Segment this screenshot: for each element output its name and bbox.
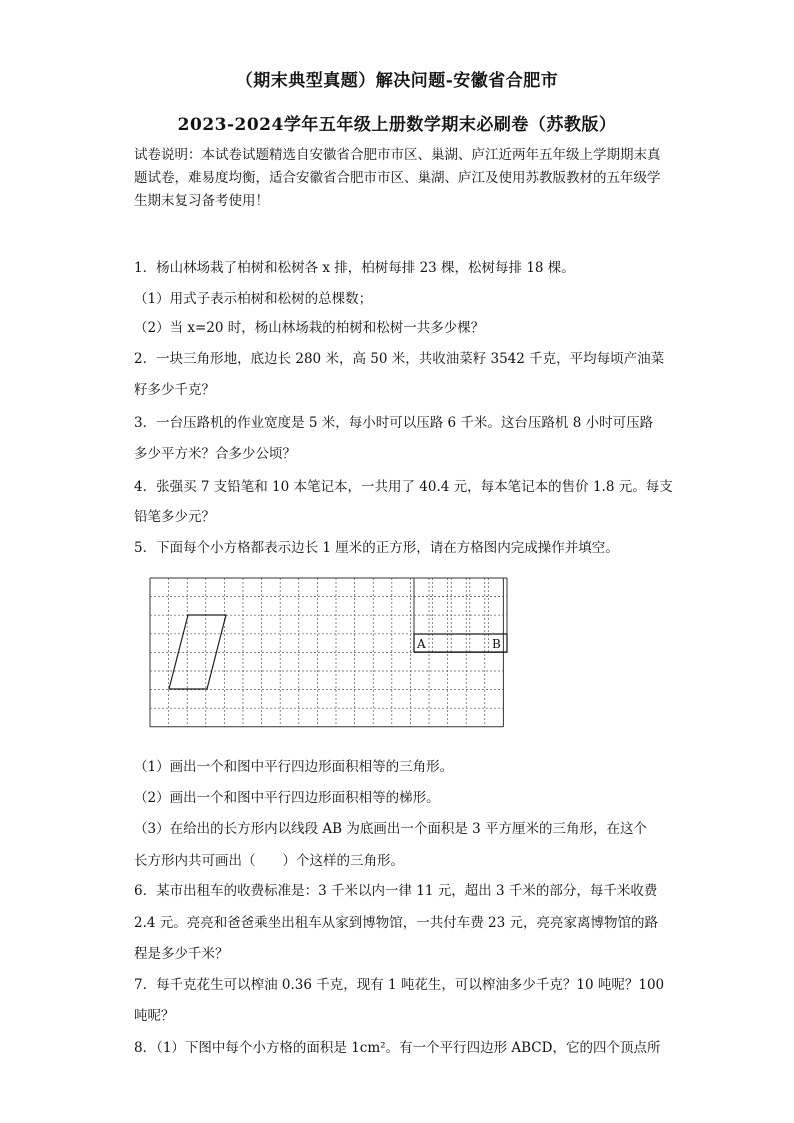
question-1-part-2: （2）当 x=20 时，杨山林场栽的柏树和松树一共多少棵？ (134, 320, 485, 336)
title-line-1: （期末典型真题）解决问题-安徽省合肥市 (235, 71, 559, 91)
question-7-cont: 吨呢？ (134, 1008, 175, 1024)
question-4-cont: 铅笔多少元？ (134, 509, 215, 525)
question-6-cont-2: 程是多少千米？ (134, 946, 229, 962)
question-6: 6．某市出租车的收费标准是：3 千米以内一律 11 元，超出 3 千米的部分，每千米收费 (134, 883, 658, 899)
question-3: 3．一台压路机的作业宽度是 5 米，每小时可以压路 6 千米。这台压路机 8 小时可压路 (134, 415, 654, 431)
title-line-2: 2023-2024学年五年级上册数学期末必刷卷（苏教版） (177, 115, 617, 135)
parallelogram (169, 615, 226, 689)
question-3-cont: 多少平方米？合多少公顷？ (134, 446, 296, 462)
test-instructions: 试卷说明：本试卷试题精选自安徽省合肥市市区、巢湖、庐江近两年五年级上学期期末真题试卷，难易度均衡，适合安徽省合肥市市区、巢湖、庐江及使用苏教版教材的五年级学生期末复习备考使用！ (134, 147, 661, 209)
question-5-part-1: （1）画出一个和图中平行四边形面积相等的三角形。 (134, 759, 454, 775)
question-5-part-2: （2）画出一个和图中平行四边形面积相等的梯形。 (134, 790, 440, 806)
question-7: 7．每千克花生可以榨油 0.36 千克，现有 1 吨花生，可以榨油多少千克？10 吨呢？100 (134, 977, 665, 993)
question-4: 4．张强买 7 支铅笔和 10 本笔记本，一共用了 40.4 元，每本笔记本的售价 1.8 元。每支 (134, 479, 673, 495)
question-2: 2．一块三角形地，底边长 280 米，高 50 米，共收油菜籽 3542 千克，平均每顷产油菜 (134, 351, 665, 367)
question-5: 5．下面每个小方格都表示边长 1 厘米的正方形，请在方格图内完成操作并填空。 (134, 540, 619, 556)
question-2-cont: 籽多少千克？ (134, 382, 215, 398)
question-5-part-3: （3）在给出的长方形内以线段 AB 为底画出一个面积是 3 平方厘米的三角形，在这个 (134, 821, 648, 837)
question-1-part-1: （1）用式子表示柏树和松树的总棵数； (134, 291, 373, 307)
question-5-part-3-cont: 长方形内共可画出（ ）个这样的三角形。 (134, 853, 404, 869)
point-a-label: A (417, 637, 426, 651)
question-1: 1．杨山林场栽了柏树和松树各 x 排，柏树每排 23 棵，松树每排 18 棵。 (134, 260, 575, 276)
point-b-label: B (492, 637, 501, 651)
question-6-cont-1: 2.4 元。亮亮和爸爸乘坐出租车从家到博物馆，一共付车费 23 元，亮亮家离博物馆的路 (134, 915, 659, 931)
question-8: 8．（1）下图中每个小方格的面积是 1cm²。有一个平行四边形 ABCD，它的四个顶点所 (134, 1040, 661, 1056)
